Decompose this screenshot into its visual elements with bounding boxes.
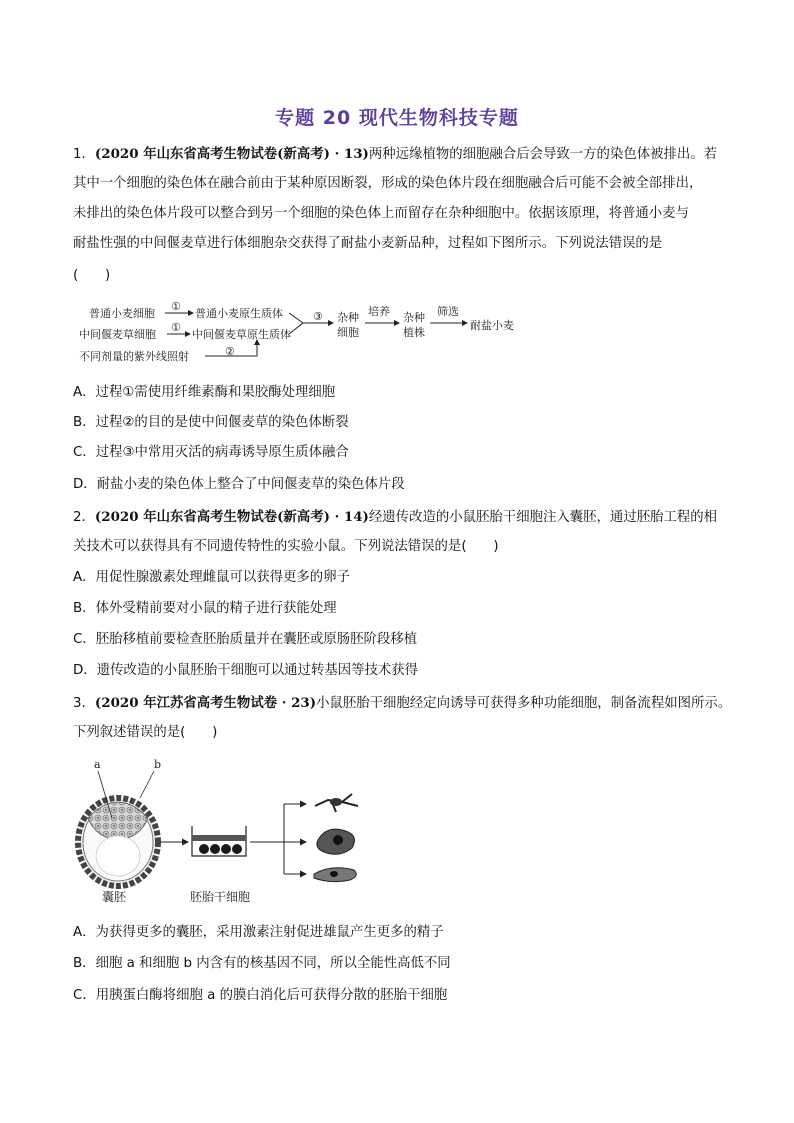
hybrid-cell-label-2: 细胞: [337, 326, 359, 339]
question-1-line-3: 未排出的染色体片段可以整合到另一个细胞的染色体上而留存在杂种细胞中。依据该原理，将普通小麦与: [73, 206, 689, 221]
step-1-label: ①: [171, 300, 181, 313]
question-2-source: (2020 年山东省高考生物试卷(新高考) · 14): [94, 509, 369, 525]
question-1-option-a: A．过程①需使用纤维素酶和果胶酶处理细胞: [73, 385, 336, 400]
hybrid-cell-label-1: 杂种: [337, 311, 359, 324]
question-3-line-1: [73, 693, 731, 714]
question-1-text: 两种远缘植物的细胞融合后会导致一方的染色体被排出。若: [368, 147, 718, 162]
question-2-number: 2．: [73, 510, 95, 525]
question-3-line-2: 下列叙述错误的是( ): [73, 725, 218, 740]
caption-embryonic-stem-cell: 胚胎干细胞: [190, 890, 251, 904]
question-1-number: 1．: [73, 147, 95, 162]
neuron-cell: [315, 794, 358, 812]
question-2-text: 经遗传改造的小鼠胚胎干细胞注入囊胚，通过胚胎工程的相: [368, 510, 718, 525]
question-1-option-d: D．耐盐小麦的染色体上整合了中间偃麦草的染色体片段: [73, 477, 405, 492]
culture-label: 培养: [368, 305, 390, 318]
label-a: a: [94, 758, 101, 771]
hybrid-plant-label-1: 杂种: [403, 311, 425, 324]
blastocyst-illustration: [78, 798, 158, 886]
question-1-line-1: [73, 144, 717, 165]
question-3-text: 小鼠胚胎干细胞经定向诱导可获得多种功能细胞，制备流程如图所示。: [316, 696, 732, 711]
screen-label: 筛选: [437, 305, 459, 318]
caption-blastocyst: 囊胚: [102, 890, 127, 904]
differentiated-cell-3: [314, 868, 356, 882]
question-1-line-4: 耐盐性强的中间偃麦草进行体细胞杂交获得了耐盐小麦新品种，过程如下图所示。下列说法错误的是: [73, 236, 663, 251]
culture-dish-illustration: [192, 826, 246, 856]
question-1-process-diagram: [75, 298, 545, 370]
differentiated-cell-2: [317, 829, 355, 854]
page-title: 专题 20 现代生物科技专题: [275, 107, 519, 129]
question-2-line-2: 关技术可以获得具有不同遗传特性的实验小鼠。下列说法错误的是( ): [73, 539, 499, 554]
question-3-figure: [70, 758, 390, 908]
step-1b-label: ①: [171, 321, 181, 334]
question-3-number: 3．: [73, 696, 95, 711]
pointer-b: [140, 771, 154, 798]
question-2-line-1: [73, 507, 717, 528]
question-1-option-c: C．过程③中常用灭活的病毒诱导原生质体融合: [73, 445, 349, 460]
source-wheatgrass-cell: 中间偃麦草细胞: [79, 328, 156, 341]
step-3-label: ③: [313, 310, 323, 323]
uv-irradiation-label: 不同剂量的紫外线照射: [79, 350, 189, 363]
question-2-option-d: D．遗传改造的小鼠胚胎干细胞可以通过转基因等技术获得: [73, 663, 419, 678]
hybrid-plant-label-2: 植株: [403, 326, 425, 339]
question-3-option-c: C．用胰蛋白酶将细胞 a 的膜白消化后可获得分散的胚胎干细胞: [73, 988, 448, 1003]
merge-bracket: [289, 313, 303, 334]
question-2-option-b: B．体外受精前要对小鼠的精子进行获能处理: [73, 601, 337, 616]
wheat-protoplast: 普通小麦原生质体: [195, 307, 283, 320]
salt-tolerant-wheat: 耐盐小麦: [470, 319, 514, 332]
question-2-option-a: A．用促性腺激素处理雌鼠可以获得更多的卵子: [73, 570, 350, 585]
step-2-label: ②: [225, 345, 235, 358]
question-3-option-a: A．为获得更多的囊胚，采用激素注射促进雄鼠产生更多的精子: [73, 925, 444, 940]
label-b: b: [154, 758, 162, 771]
question-1-source: (2020 年山东省高考生物试卷(新高考) · 13): [94, 146, 369, 162]
question-1-answer-blank: ( ): [73, 268, 111, 283]
question-1-option-b: B．过程②的目的是使中间偃麦草的染色体断裂: [73, 415, 349, 430]
question-1-line-2: 其中一个细胞的染色体在融合前由于某种原因断裂，形成的染色体片段在细胞融合后可能不会被全部排出，: [73, 176, 703, 191]
source-wheat-cell: 普通小麦细胞: [89, 307, 155, 320]
question-3-option-b: B．细胞 a 和细胞 b 内含有的核基因不同，所以全能性高低不同: [73, 956, 451, 971]
question-3-source: (2020 年江苏省高考生物试卷 · 23): [94, 695, 317, 711]
question-2-option-c: C．胚胎移植前要检查胚胎质量并在囊胚或原肠胚阶段移植: [73, 632, 418, 647]
wheatgrass-protoplast: 中间偃麦草原生质体: [192, 328, 291, 341]
